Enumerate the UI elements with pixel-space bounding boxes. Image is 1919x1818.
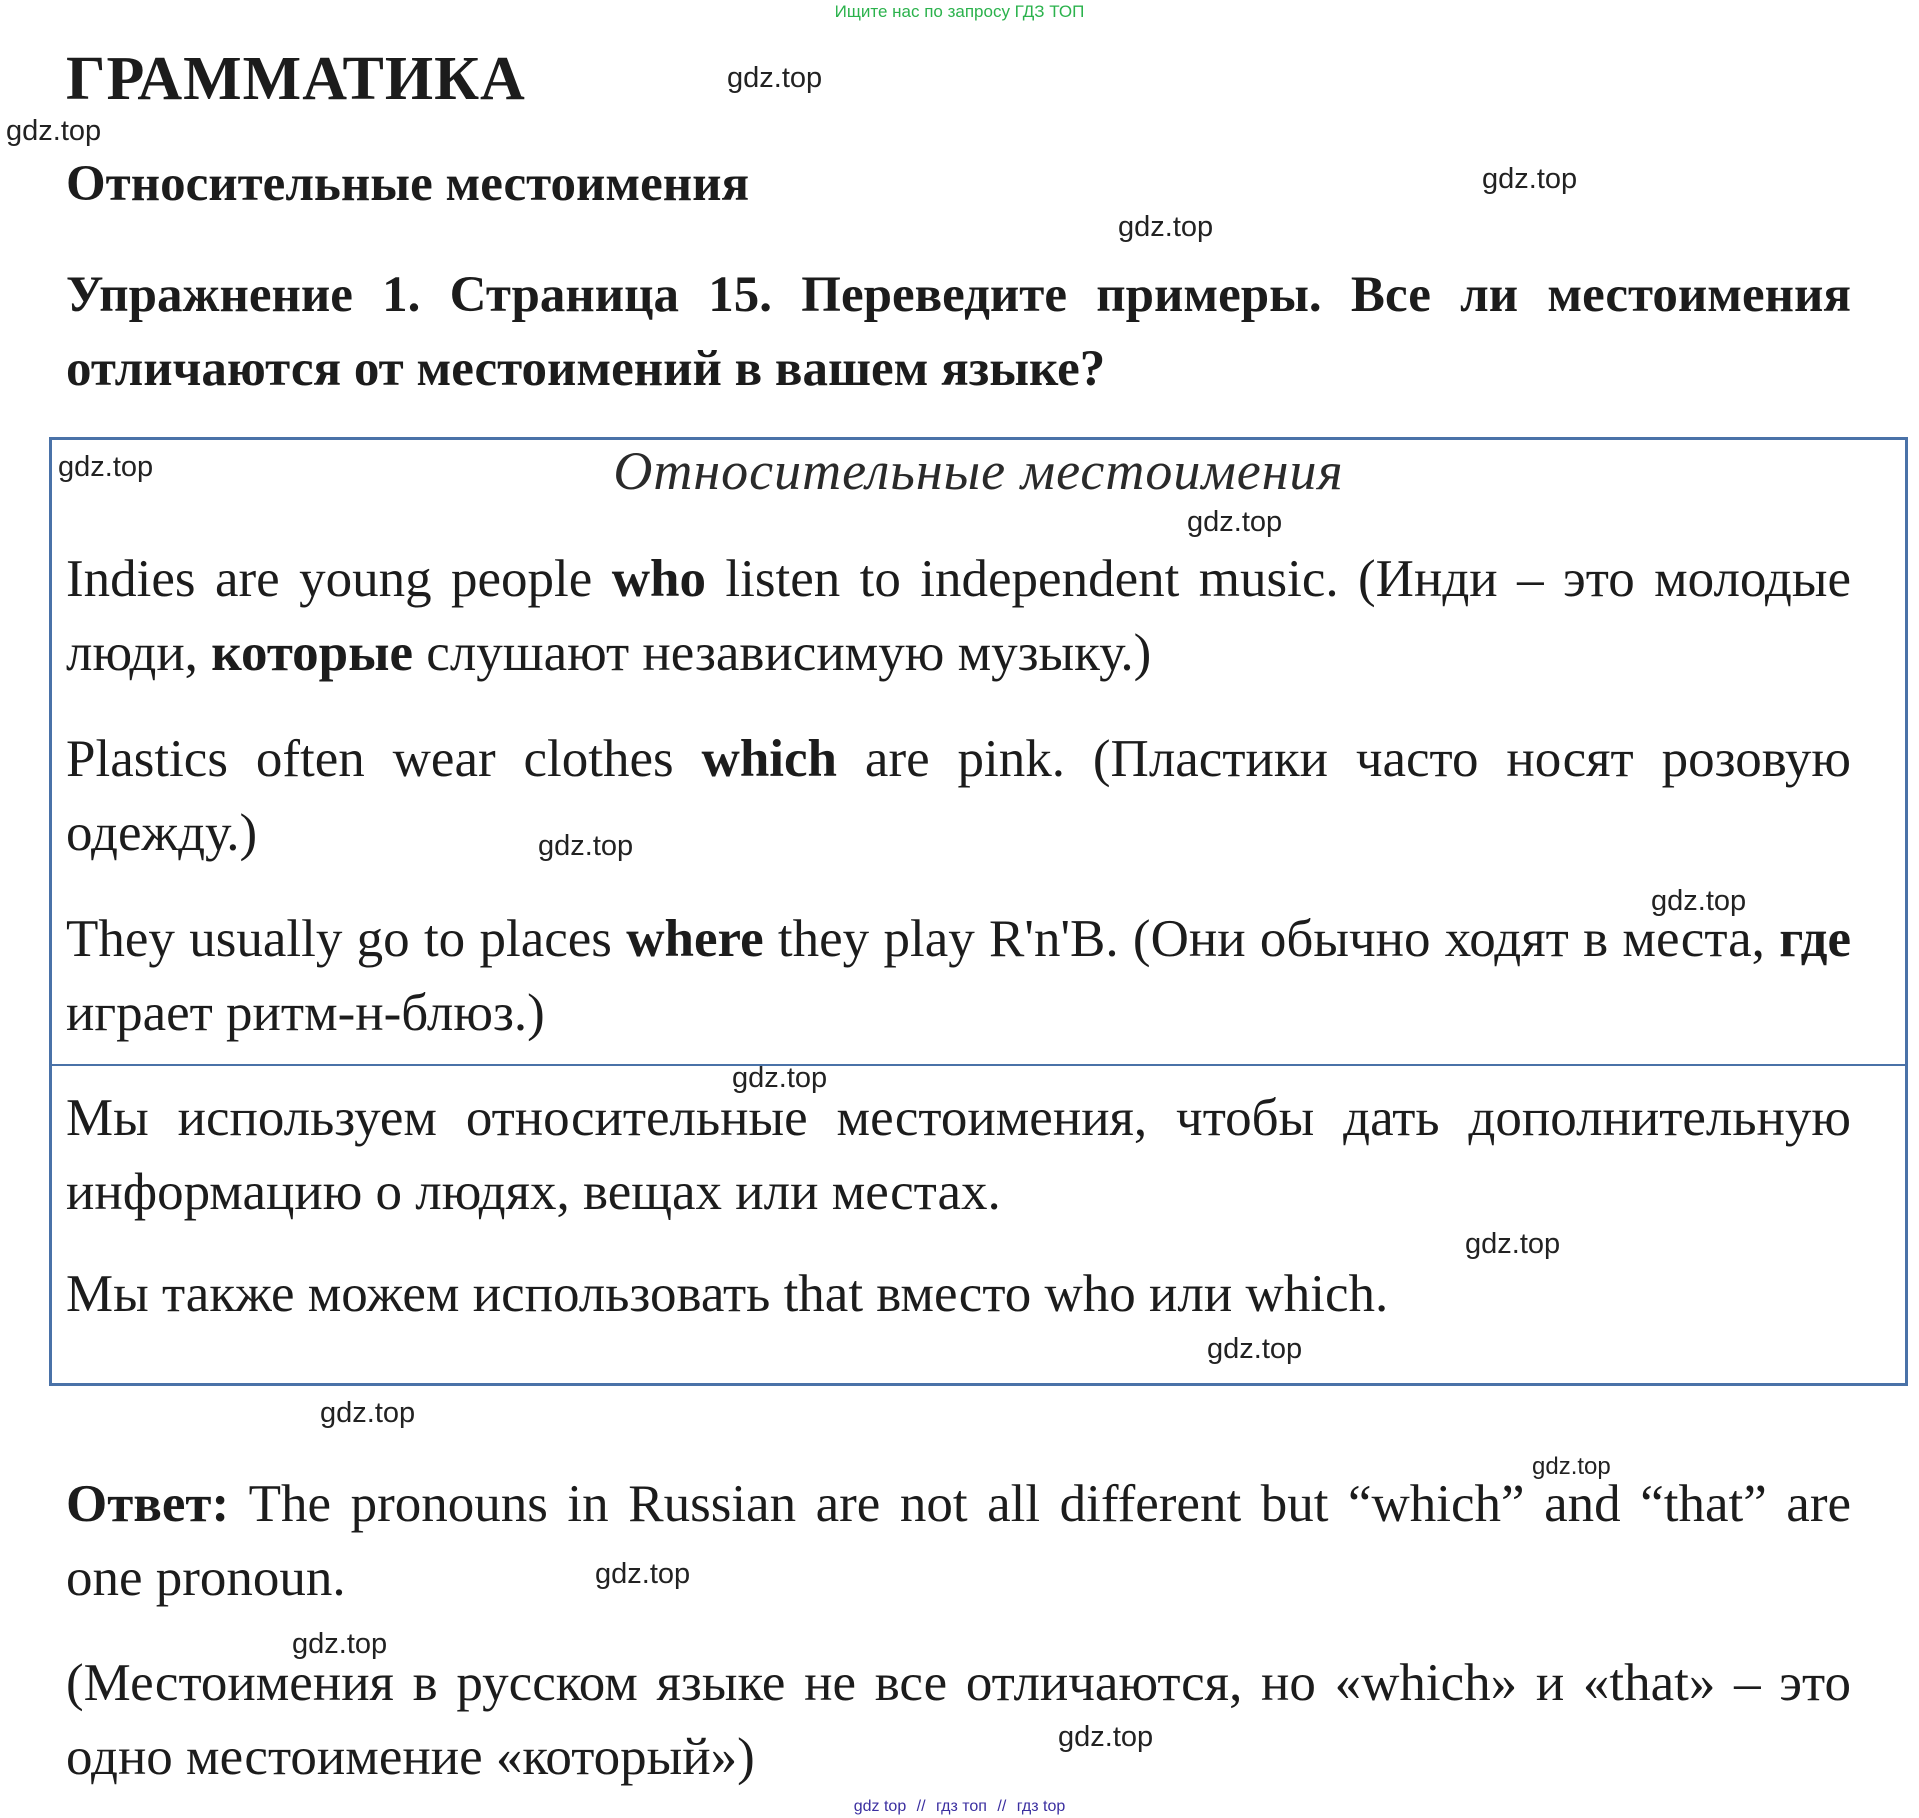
footer-separator: // (997, 1798, 1007, 1815)
exercise-task: Упражнение 1. Страница 15. Переведите примеры. Все ли местоимения отличаются от местоимений в вашем языке? (66, 267, 1851, 397)
watermark: gdz.top (1118, 211, 1214, 243)
watermark: gdz.top (58, 451, 154, 483)
watermark: gdz.top (1482, 163, 1578, 195)
watermark: gdz.top (727, 62, 823, 94)
top-banner-link[interactable]: Ищите нас по запросу ГДЗ ТОП (834, 2, 1085, 21)
section-subtitle: Относительные местоимения (66, 156, 750, 212)
watermark: gdz.top (595, 1558, 691, 1590)
watermark: gdz.top (732, 1062, 828, 1094)
watermark: gdz.top (1651, 885, 1747, 917)
footer-links (0, 1798, 1919, 1816)
watermark: gdz.top (538, 830, 634, 862)
watermark: gdz.top (6, 115, 102, 147)
watermark: gdz.top (292, 1628, 388, 1660)
example-which: Plastics often wear clothes which are pink. (Пластики часто носят розовую одежду.) (66, 730, 1851, 862)
grammar-box-title: Относительные местоимения (613, 441, 1344, 501)
watermark: gdz.top (1532, 1453, 1611, 1480)
watermark: gdz.top (1058, 1721, 1154, 1753)
rule-note-that: Мы также можем использовать that вместо who или which. (66, 1265, 1389, 1323)
answer-translation: (Местоимения в русском языке не все отличаются, но «which» и «that» – это одно местоимение «который») (66, 1654, 1851, 1786)
watermark: gdz.top (320, 1397, 416, 1429)
example-where: They usually go to places where they play R'n'B. (Они обычно ходят в места, где играет ритм-н-блюз.) (66, 910, 1851, 1042)
footer-link[interactable]: гдз топ (936, 1798, 987, 1815)
grammar-box-divider (52, 1064, 1905, 1066)
footer-link[interactable]: gdz top (853, 1798, 907, 1815)
watermark: gdz.top (1207, 1333, 1303, 1365)
footer-link[interactable]: гдз top (1016, 1798, 1066, 1815)
example-who: Indies are young people who listen to independent music. (Инди – это молодые люди, которые слушают независимую музыку.) (66, 550, 1851, 682)
watermark: gdz.top (1465, 1228, 1561, 1260)
page-title: ГРАММАТИКА (66, 45, 526, 113)
answer-label: Ответ: (66, 1475, 230, 1533)
answer-text: Ответ: The pronouns in Russian are not all different but “which” and “that” are one pronoun. (66, 1475, 1851, 1607)
watermark: gdz.top (1187, 506, 1283, 538)
rule-note: Мы используем относительные местоимения, чтобы дать дополнительную информацию о людях, вещах или местах. (66, 1089, 1851, 1221)
footer-separator: // (916, 1798, 926, 1815)
